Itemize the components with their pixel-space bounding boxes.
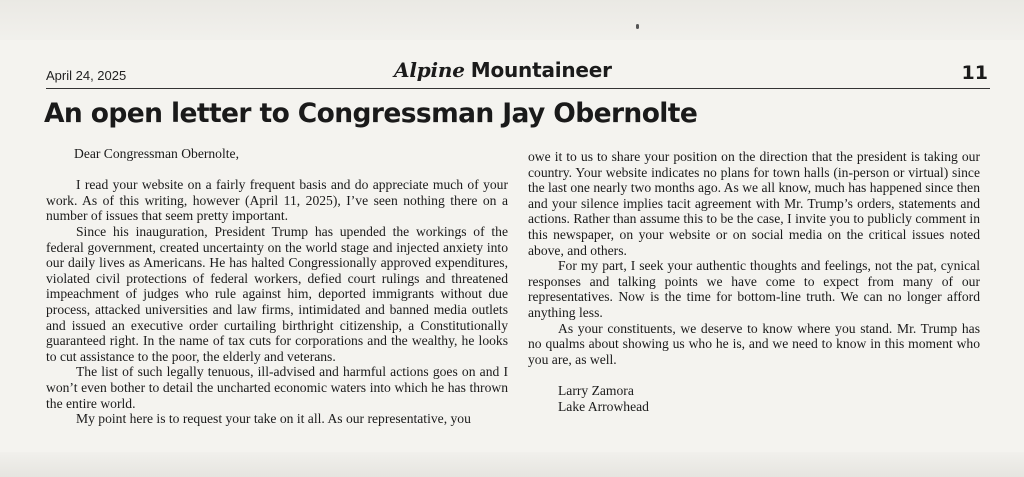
paragraph-continuation: owe it to us to share your position on the direction that the president is taking our country. Your website indicates no plans for town halls (in-person or virtual) since the last one nearly two months ago. As we all know, much has happened since then and your silence implies tacit agreement with Mr. Trump’s orders, statements and actions. Rather than assume this to be the case, I invite you to publicly comment in this newspaper, on your website or on social media on the critical issues noted above, and others. [528, 149, 980, 258]
signature-location: Lake Arrowhead [558, 398, 649, 414]
ink-smudge [636, 24, 639, 29]
previous-page-bleed [0, 0, 1024, 40]
page-number: 11 [961, 62, 988, 84]
newspaper-name [394, 58, 612, 82]
left-column [46, 146, 508, 427]
paragraph: Since his inauguration, President Trump has upended the workings of the federal government, created uncertainty on the world stage and injected anxiety into our daily lives as Americans. He has halted Congressionally approved expenditures, violated civil protections of federal workers, defied court rulings and threatened impeachment of judges who rule against him, deported immigrants without due process, attacked universities and law firms, intimidated and banned media outlets and issued an executive order curtailing birthright citizenship, a Constitutionally guaranteed right. In the name of tax cuts for corporations and the wealthy, he looks to cut assistance to the poor, the elderly and veterans. [46, 223, 508, 364]
paragraph: For my part, I seek your authentic thoughts and feelings, not the pat, cynical responses and talking points we have come to expect from many of our representatives. Now is the time for bottom-line truth. We can no longer afford anything less. [528, 258, 980, 320]
issue-date: April 24, 2025 [46, 68, 127, 83]
paragraph: The list of such legally tenuous, ill-advised and harmful actions goes on and I won’t even bother to detail the uncharted economic waters into which he has thrown the entire world. [46, 364, 508, 411]
signature-name: Larry Zamora [558, 382, 634, 398]
paragraph: As your constituents, we deserve to know where you stand. Mr. Trump has no qualms about showing us who he is, and we need to know in this moment who you are, as well. [528, 320, 980, 367]
spacer [528, 367, 980, 383]
paragraph: My point here is to request your take on it all. As our representative, you [76, 411, 471, 427]
article-headline: An open letter to Congressman Jay Obernolte [44, 98, 698, 129]
salutation: Dear Congressman Obernolte, [74, 146, 239, 161]
masthead [46, 58, 990, 89]
newspaper-name-alpine: Alpine [394, 58, 465, 82]
paragraph: I read your website on a fairly frequent basis and do appreciate much of your work. As of this writing, however (April 11, 2025), I’ve seen nothing there on a number of issues that seem pretty important. [46, 177, 508, 224]
newspaper-name-mountaineer: Mountaineer [470, 58, 612, 82]
right-column [528, 149, 980, 414]
next-page-bleed [0, 452, 1024, 477]
